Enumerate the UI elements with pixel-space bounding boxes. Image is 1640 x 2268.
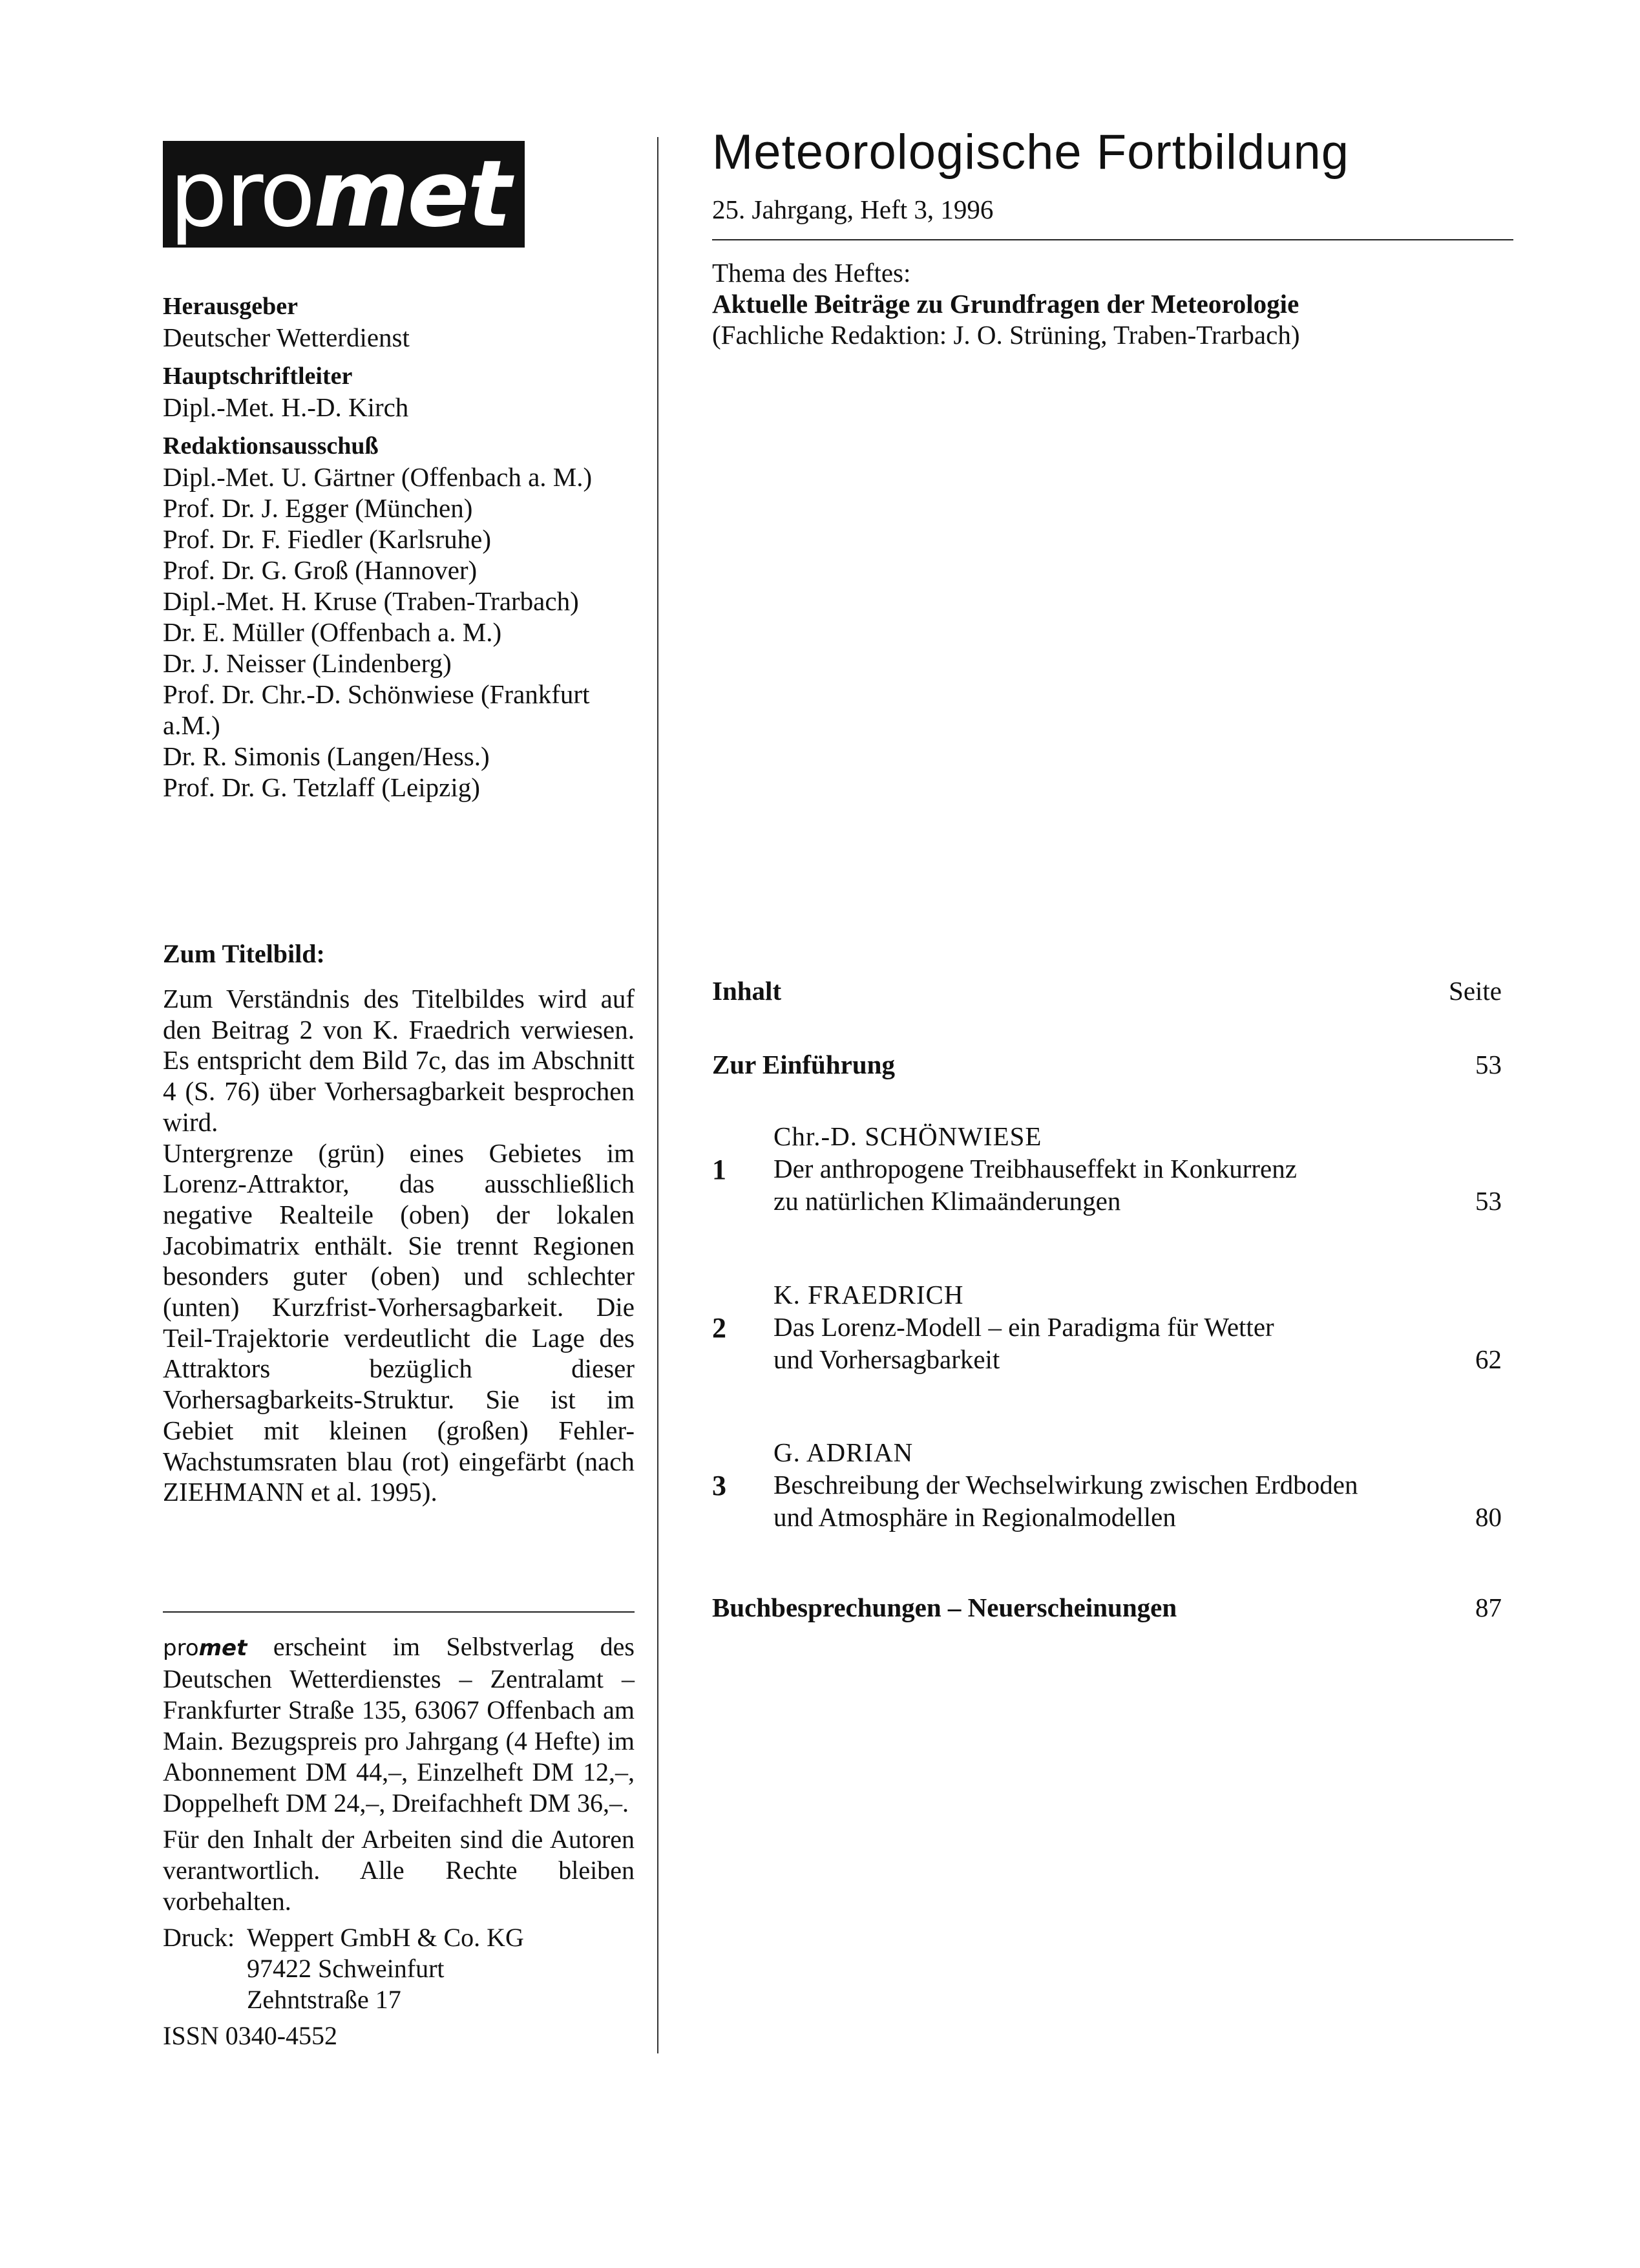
toc-entry-author: K. FRAEDRICH [773, 1280, 964, 1309]
theme-title: Aktuelle Beiträge zu Grundfragen der Meteorologie [712, 289, 1299, 319]
printer-info [163, 1922, 635, 2015]
footer-divider [163, 1611, 635, 1613]
toc-entry[interactable] [712, 1436, 1502, 1533]
toc-entry-number: 1 [712, 1154, 726, 1185]
printer-line: Zehntstraße 17 [247, 1985, 401, 2014]
logo-met: met [313, 141, 510, 248]
toc-entry[interactable] [712, 1120, 1502, 1217]
toc-entry-page: 53 [1475, 1186, 1502, 1216]
publisher-label: Herausgeber [163, 293, 298, 320]
toc-reviews-page: 87 [1475, 1593, 1502, 1622]
committee-member: Prof. Dr. F. Fiedler (Karlsruhe) [163, 524, 491, 554]
issue-theme [712, 257, 1299, 350]
toc-intro-title: Zur Einführung [712, 1050, 895, 1079]
imprint-paragraph-2: Für den Inhalt der Arbeiten sind die Autoren verantwortlich. Alle Rechte bleiben vorbehalten. [163, 1825, 635, 1916]
brand-mark: promet [163, 1635, 247, 1661]
toc-entry[interactable] [712, 1278, 1502, 1375]
header-divider [712, 239, 1513, 240]
issn: ISSN 0340-4552 [163, 2021, 338, 2050]
editor: Dipl.-Met. H.-D. Kirch [163, 392, 409, 422]
journal-title: Meteorologische Fortbildung [712, 125, 1349, 180]
committee-member: Prof. Dr. Chr.-D. Schönwiese (Frankfurt a.M.) [163, 679, 590, 740]
committee-member: Dr. E. Müller (Offenbach a. M.) [163, 617, 502, 647]
toc-entry-title-line: Das Lorenz-Modell – ein Paradigma für Wetter [773, 1312, 1274, 1342]
imprint-block [163, 1631, 635, 2051]
committee-member: Prof. Dr. G. Tetzlaff (Leipzig) [163, 772, 480, 802]
toc-entry-page: 62 [1475, 1344, 1502, 1374]
imprint-paragraph-1: promet erscheint im Selbstverlag des Deutschen Wetterdienstes – Zentralamt – Frankfurter Straße 135, 63067 Offenbach am Main. Bezugspreis pro Jahrgang (4 Hefte) im Abonnement DM 44,–, Einzelheft DM 12,–, Doppelheft DM 24,–, Dreifachheft DM 36,–. [163, 1632, 635, 1818]
cover-description [163, 938, 635, 1508]
toc-entry-title-line: zu natürlichen Klimaänderungen [773, 1186, 1121, 1216]
committee-member: Dipl.-Met. U. Gärtner (Offenbach a. M.) [163, 462, 593, 492]
toc-entry-author: Chr.-D. SCHÖNWIESE [773, 1121, 1042, 1151]
cover-heading: Zum Titelbild: [163, 939, 325, 968]
printer-line: Weppert GmbH & Co. KG [247, 1923, 524, 1952]
toc-entry-number: 2 [712, 1312, 726, 1344]
toc-entry-title-line: Beschreibung der Wechselwirkung zwischen Erdboden [773, 1470, 1358, 1500]
toc-inhalt-label: Inhalt [712, 976, 782, 1006]
toc-entry-title-line: und Atmosphäre in Regionalmodellen [773, 1502, 1176, 1532]
committee-member: Dr. R. Simonis (Langen/Hess.) [163, 741, 490, 771]
committee-label: Redaktionsausschuß [163, 432, 379, 460]
toc-entry-title-line: Der anthropogene Treibhauseffekt in Konkurrenz [773, 1154, 1297, 1183]
committee-member: Prof. Dr. J. Egger (München) [163, 493, 473, 523]
cover-paragraph-1: Zum Verständnis des Titelbildes wird auf den Beitrag 2 von K. Fraedrich verwiesen. Es entspricht dem Bild 7c, das im Abschnitt 4 (S. 76) über Vorhersagbarkeit besprochen wird. [163, 984, 635, 1137]
promet-logo [163, 141, 525, 248]
theme-label: Thema des Heftes: [712, 258, 911, 288]
publisher: Deutscher Wetterdienst [163, 323, 410, 352]
toc-intro[interactable] [712, 1048, 1502, 1081]
toc-reviews[interactable] [712, 1591, 1502, 1624]
committee-member: Dipl.-Met. H. Kruse (Traben-Trarbach) [163, 586, 579, 616]
committee-member: Dr. J. Neisser (Lindenberg) [163, 648, 452, 678]
credits-block [163, 291, 635, 811]
toc-entry-number: 3 [712, 1470, 726, 1501]
theme-editor: (Fachliche Redaktion: J. O. Strüning, Traben-Trarbach) [712, 320, 1300, 350]
committee-list [163, 461, 635, 803]
logo-pro: pro [169, 141, 314, 248]
printer-line: 97422 Schweinfurt [247, 1954, 445, 1983]
cover-paragraph-2: Untergrenze (grün) eines Gebietes im Lorenz-Attraktor, das ausschließlich negative Realteile (oben) der lokalen Jacobimatrix enthält. Sie trennt Regionen besonders guter (oben) und schlechter (unten) Kurzfrist-Vorhersagbarkeit. Die Teil-Trajektorie verdeutlicht die Lage des Attraktors bezüglich dieser Vorhersagbarkeits-Struktur. Sie ist im Gebiet mit kleinen (großen) Fehler-Wachstumsraten blau (rot) eingefärbt (nach ZIEHMANN et al. 1995). [163, 1138, 635, 1507]
issue-info: 25. Jahrgang, Heft 3, 1996 [712, 195, 994, 224]
toc-reviews-title: Buchbesprechungen – Neuerscheinungen [712, 1593, 1177, 1622]
editor-label: Hauptschriftleiter [163, 363, 353, 390]
toc-entry-author: G. ADRIAN [773, 1437, 914, 1467]
column-divider [657, 137, 658, 2053]
printer-label: Druck: [163, 1923, 235, 1952]
toc-seite-label: Seite [1449, 976, 1502, 1006]
committee-member: Prof. Dr. G. Groß (Hannover) [163, 555, 478, 585]
toc-entry-page: 80 [1475, 1502, 1502, 1532]
toc-entry-title-line: und Vorhersagbarkeit [773, 1344, 1000, 1374]
toc-header [712, 975, 1502, 1007]
toc-intro-page: 53 [1475, 1050, 1502, 1079]
